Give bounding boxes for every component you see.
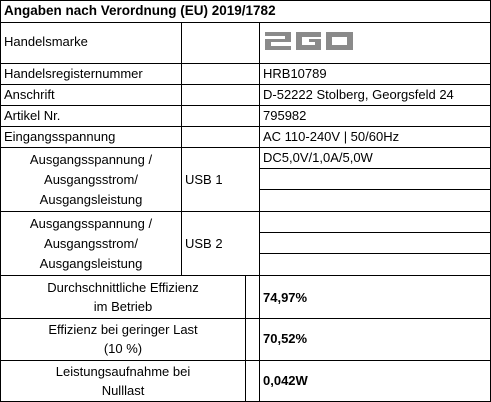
brand-label: Handelsmarke: [4, 34, 88, 49]
input-voltage-value: AC 110-240V | 50/60Hz: [263, 129, 400, 144]
sub-row-divider: [259, 253, 491, 254]
no-load-power-value: 0,042W: [263, 373, 308, 388]
usb1-port: USB 1: [185, 172, 223, 187]
no-load-power-label-line: Nulllast: [101, 383, 145, 398]
brand-logo: [263, 30, 355, 52]
register-label: Handelsregisternummer: [4, 66, 143, 81]
sub-row-divider: [259, 168, 491, 169]
usb2-label-line: Ausgangsspannung /: [29, 216, 153, 231]
logo-glyph-2: [265, 32, 291, 50]
table-title: Angaben nach Verordnung (EU) 2019/1782: [4, 3, 276, 18]
input-voltage-label: Eingangsspannung: [4, 129, 116, 144]
row-divider: [0, 63, 491, 64]
logo-glyph-o: [326, 32, 353, 50]
sub-row-divider: [259, 189, 491, 190]
row-divider: [0, 22, 491, 23]
col-divider: [181, 22, 182, 148]
article-value: 795982: [263, 108, 307, 123]
usb2-port: USB 2: [185, 236, 223, 251]
sub-row-divider: [259, 232, 491, 233]
usb2-label-line: Ausgangsleistung: [39, 256, 143, 271]
no-load-power-label-line: Leistungsaufnahme bei: [55, 364, 191, 379]
register-value: HRB10789: [263, 66, 327, 81]
usb1-label-line: Ausgangsleistung: [39, 192, 143, 207]
avg-efficiency-label-line: Durchschnittliche Effizienz: [47, 280, 199, 295]
avg-efficiency-value: 74,97%: [263, 290, 308, 305]
row-divider: [0, 147, 491, 148]
logo-glyph-g: [296, 32, 321, 50]
low-load-efficiency-label-line: (10 %): [103, 341, 143, 356]
row-divider: [0, 211, 491, 212]
article-label: Artikel Nr.: [4, 108, 61, 123]
address-value: D-52222 Stolberg, Georgsfeld 24: [263, 87, 454, 102]
address-label: Anschrift: [4, 87, 55, 102]
usb1-label-line: Ausgangsspannung /: [29, 152, 153, 167]
col-divider: [259, 22, 260, 402]
avg-efficiency-label-line: im Betrieb: [93, 299, 153, 314]
usb1-value: DC5,0V/1,0A/5,0W: [263, 150, 373, 165]
row-divider: [0, 126, 491, 127]
col-divider: [181, 147, 182, 275]
usb1-label-line: Ausgangsstrom/: [44, 172, 138, 187]
row-divider: [0, 84, 491, 85]
low-load-efficiency-label-line: Effizienz bei geringer Last: [48, 322, 198, 337]
row-divider: [0, 105, 491, 106]
usb2-label-line: Ausgangsstrom/: [44, 236, 138, 251]
low-load-efficiency-value: 70,52%: [263, 331, 308, 346]
col-divider: [245, 275, 246, 402]
row-divider: [0, 0, 491, 1]
